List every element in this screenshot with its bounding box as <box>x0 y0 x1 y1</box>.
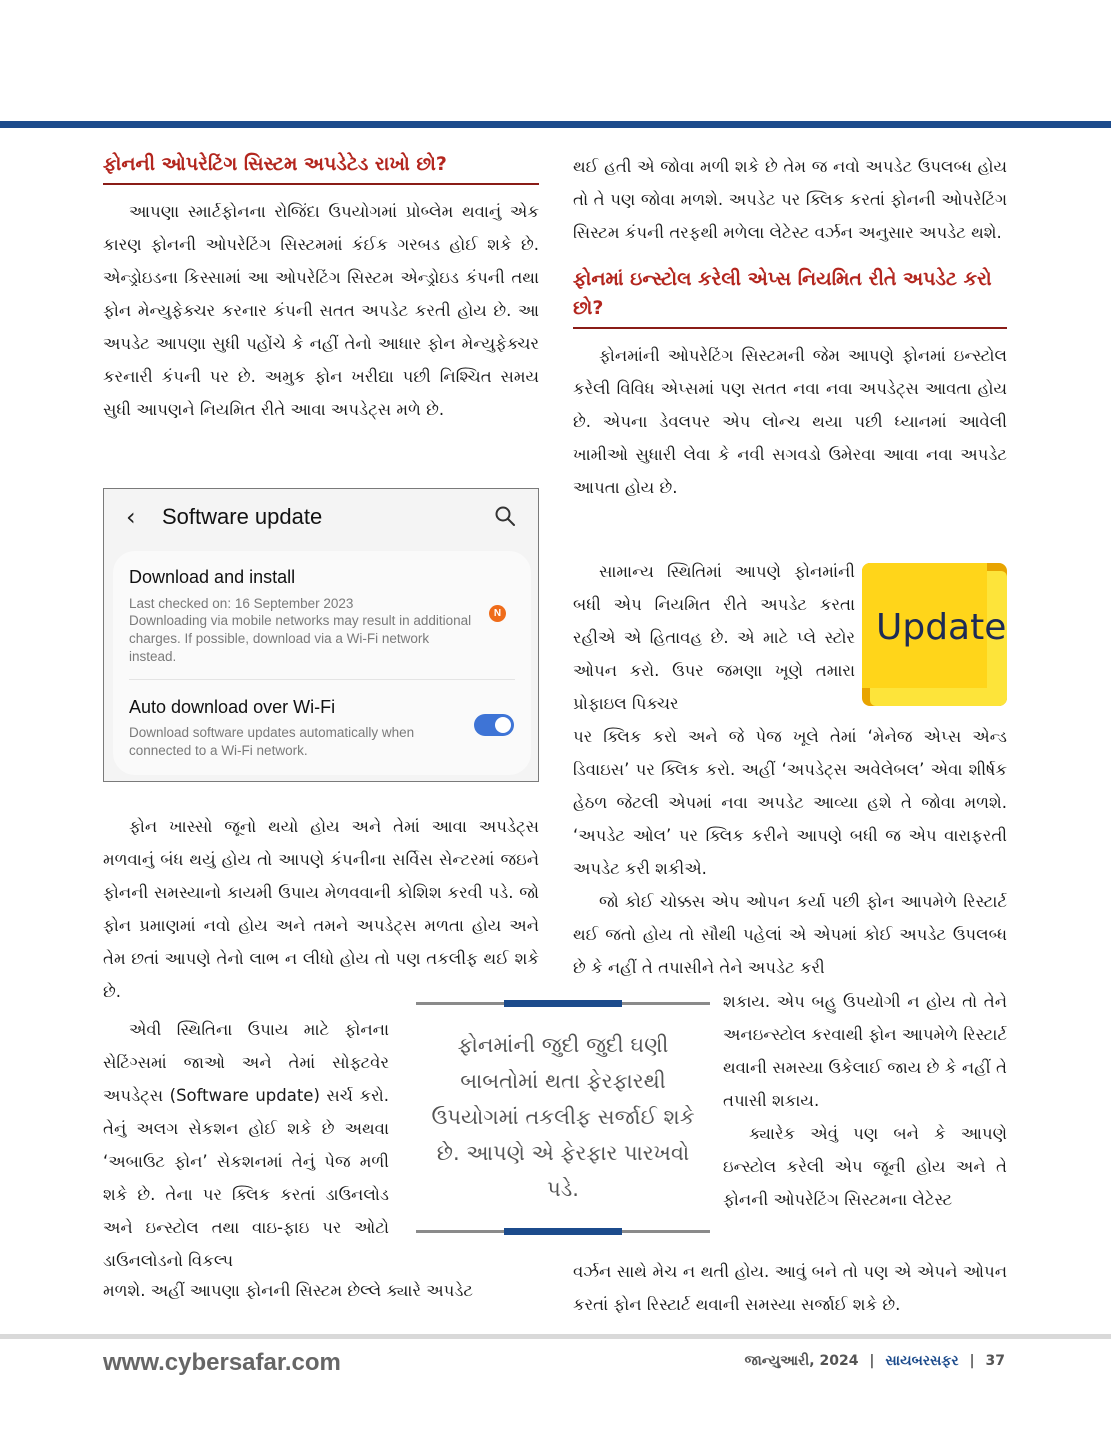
left-last-line-block <box>103 1274 539 1307</box>
new-badge: N <box>489 605 506 622</box>
footer-rule <box>0 1334 1111 1339</box>
screenshot-header <box>104 489 538 547</box>
auto-download-toggle[interactable] <box>474 714 514 736</box>
settings-card <box>113 551 531 775</box>
auto-download-desc: Download software updates automatically when connected to a Wi-Fi network. <box>129 725 415 758</box>
right-paragraph-1: ફોનમાંની ઓપરેટિંગ સિસ્ટમની જેમ આપણે ફોનમાં ઇન્સ્ટોલ કરેલી વિવિધ એપ્સમાં પણ સતત નવા નવા અપડેટ્સ આવતા હોય છે. એપના ડેવલપર એપ લોન્ચ થયા પછી ધ્યાનમાં આવેલી ખામીઓ સુધારી લેવા કે નવી સગવડો ઉમેરવા આવા નવા અપડેટ આપતા હોય છે. <box>573 346 1007 497</box>
right-paragraph-4-end: વર્ઝન સાથે મેચ ન થતી હોય. આવું બને તો પણ એ એપને ઓપન કરતાં ફોન રિસ્ટાર્ટ થવાની સમસ્યા સર્જાઈ શકે છે. <box>573 1262 1007 1314</box>
right-paragraph-3: જો કોઈ ચોક્કસ એપ ઓપન કર્યા પછી ફોન આપમેળે રિસ્ટાર્ટ થઈ જતો હોય તો સૌથી પહેલાં એ એપમાં કોઈ અપડેટ ઉપલબ્ધ છે કે નહીં તે તપાસીને તેને અપડેટ કરી <box>573 892 1007 977</box>
website-url[interactable]: www.cybersafar.com <box>103 1349 341 1376</box>
auto-download-title[interactable]: Auto download over Wi-Fi <box>129 697 336 717</box>
right-paragraph-0: થઈ હતી એ જોવા મળી શકે છે તેમ જ નવો અપડેટ ઉપલબ્ધ હોય તો તે પણ જોવા મળશે. અપડેટ પર ક્લિક કરતાં ફોનની ઓપરેટિંગ સિસ્ટમ કંપની તરફથી મળેલા લેટેસ્ટ વર્ઝન અનુસાર અપડેટ થશે. <box>573 157 1007 242</box>
page-footer <box>744 1353 1005 1369</box>
footer-separator: | <box>869 1353 875 1369</box>
pull-quote <box>416 999 710 1235</box>
right-paragraph-4-wrap: ક્યારેક એવું પણ બને કે આપણે ઇન્સ્ટોલ કરેલી એપ જૂની હોય અને તે ફોનની ઓપરેટિંગ સિસ્ટમના લેટેસ્ટ <box>723 1124 1007 1209</box>
page-number: 37 <box>985 1353 1005 1369</box>
toggle-knob <box>495 717 511 733</box>
magazine-name: સાયબરસફર <box>885 1353 959 1369</box>
left-paragraph-1: આપણા સ્માર્ટફોનના રોજિંદા ઉપયોગમાં પ્રોબ્લેમ થવાનું એક કારણ ફોનની ઓપરેટિંગ સિસ્ટમમાં કંઈક ગરબડ હોઈ શકે છે. એન્ડ્રોઇડના કિસ્સામાં આ ઓપરેટિંગ સિસ્ટમ એન્ડ્રોઇડ કંપની તથા ફોન મેન્યુફેક્ચર કરનાર કંપની સતત અપડેટ કરતી હોય છે. આ અપડેટ આપણા સુધી પહોંચે કે નહીં તેનો આધાર ફોન મેન્યુફેક્ચર કરનારી કંપની પર છે. અમુક ફોન ખરીદ્યા પછી નિશ્ચિત સમય સુધી આપણને નિયમિત રીતે આવા અપડેટ્સ મળે છે. <box>103 202 539 419</box>
search-icon[interactable] <box>494 505 516 527</box>
left-column <box>103 150 539 426</box>
pull-quote-top-mark <box>504 1000 622 1007</box>
right-last-block <box>573 1255 1007 1321</box>
update-note-text: Update <box>876 607 1007 648</box>
download-install-title[interactable]: Download and install <box>129 567 296 587</box>
left-paragraph-3-end: મળશે. અહીં આપણા ફોનની સિસ્ટમ છેલ્લે ક્યારે અપડેટ <box>103 1281 473 1300</box>
row-divider <box>129 679 515 680</box>
right-heading: ફોનમાં ઇન્સ્ટોલ કરેલી એપ્સ નિયમિત રીતે અપડેટ કરો છો? <box>573 265 1007 329</box>
left-lower <box>103 810 539 1008</box>
back-arrow-icon[interactable]: ‹ <box>126 503 136 531</box>
software-update-screenshot <box>103 488 539 782</box>
right-paragraph-2-wrap: સામાન્ય સ્થિતિમાં આપણે ફોનમાંની બધી એપ નિયમિત રીતે અપડેટ કરતા રહીએ એ હિતાવહ છે. એ માટે પ્લે સ્ટોર ઓપન કરો. ઉપર જમણા ખૂણે તમારા પ્રોફાઇલ પિક્ચર <box>573 562 855 713</box>
update-sticky-note-image <box>862 563 1007 706</box>
left-paragraph-2: ફોન ખાસ્સો જૂનો થયો હોય અને તેમાં આવા અપડેટ્સ મળવાનું બંધ થયું હોય તો આપણે કંપનીના સર્વિસ સેન્ટરમાં જઇને ફોનની સમસ્યાનો કાયમી ઉપાય મેળવવાની કોશિશ કરવી પડે. જો ફોન પ્રમાણમાં નવો હોય અને તમને અપડેટ્સ મળતા હોય અને તેમ છતાં આપણે તેનો લાભ ન લીધો હોય તો પણ તકલીફ થઈ શકે છે. <box>103 817 539 1001</box>
right-paragraph-2-rest: પર ક્લિક કરો અને જે પેજ ખૂલે તેમાં ‘મેનેજ એપ્સ એન્ડ ડિવાઇસ’ પર ક્લિક કરો. અહીં ‘અપડેટ્સ અવેલેબલ’ એવા શીર્ષક હેઠળ જેટલી એપમાં નવા અપડેટ આવ્યા હશે તે જોવા મળશે. ‘અપડેટ ઓલ’ પર ક્લિક કરીને આપણે બધી જ એપ વારાફરતી અપડેટ કરી શકીએ. <box>573 727 1007 878</box>
left-heading: ફોનની ઓપરેટિંગ સિસ્ટમ અપડેટેડ રાખો છો? <box>103 150 539 185</box>
right-wrap-block <box>573 555 855 720</box>
last-checked-text: Last checked on: 16 September 2023 <box>129 596 354 611</box>
issue-date: જાન્યુઆરી, 2024 <box>744 1353 859 1369</box>
right-lower <box>573 720 1007 984</box>
pull-quote-bottom-mark <box>504 1228 622 1235</box>
pull-quote-text: ફોનમાંની જુદી જુદી ઘણી બાબતોમાં થતા ફેરફારથી ઉપયોગમાં તકલીફ સર્જાઈ શકે છે. આપણે એ ફેરફાર પારખવો પડે. <box>431 1033 695 1201</box>
footer-separator-2: | <box>969 1353 975 1369</box>
screenshot-title: Software update <box>162 504 323 529</box>
right-paragraph-3-wrap: શકાય. એપ બહુ ઉપયોગી ન હોય તો તેને અનઇન્સ્ટોલ કરવાથી ફોન આપમેળે રિસ્ટાર્ટ થવાની સમસ્યા ઉકેલાઈ જાય છે કે નહીં તે તપાસી શકાય. <box>723 992 1007 1110</box>
left-wrap-block <box>103 1013 389 1277</box>
download-warning-text: Downloading via mobile networks may result in additional charges. If possible, download via a Wi-Fi network instead. <box>129 613 472 664</box>
right-column <box>573 150 1007 504</box>
left-paragraph-3: એવી સ્થિતિના ઉપાય માટે ફોનના સેટિંગ્સમાં જાઓ અને તેમાં સોફ્ટવેર અપડેટ્સ (Software update) સર્ચ કરો. તેનું અલગ સેકશન હોઈ શકે છે અથવા ‘અબાઉટ ફોન’ સેકશનમાં તેનું પેજ મળી શકે છે. તેના પર ક્લિક કરતાં ડાઉનલોડ અને ઇન્સ્ટોલ તથા વાઇ-ફાઇ પર ઓટો ડાઉનલોડનો વિકલ્પ <box>103 1020 389 1270</box>
right-wrap-lower <box>723 985 1007 1216</box>
top-rule <box>0 121 1111 128</box>
